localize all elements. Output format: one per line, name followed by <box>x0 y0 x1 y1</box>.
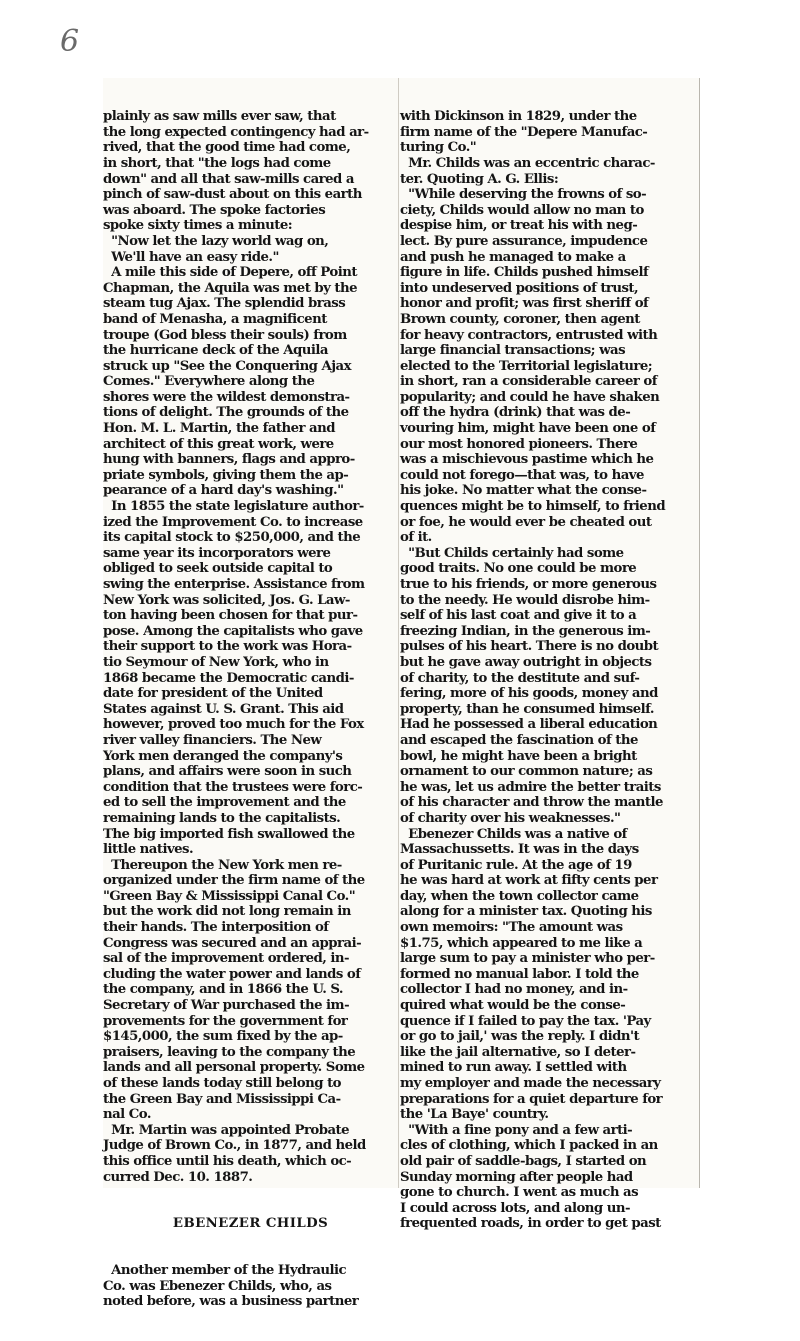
text-line: of charity over his weaknesses." <box>400 810 621 826</box>
text-line: swing the enterprise. Assistance from <box>103 577 365 592</box>
text-line: "With a fine pony and a few arti- <box>400 1122 633 1138</box>
text-line: plainly as saw mills ever saw, that <box>103 109 336 125</box>
text-line: could not forego—that was, to have <box>400 467 644 483</box>
text-line: its capital stock to $250,000, and the <box>103 530 361 546</box>
text-line: into undeserved positions of trust, <box>400 280 639 296</box>
text-line: States against U. S. Grant. This aid <box>103 701 344 717</box>
text-line: their hands. The interposition of <box>103 920 329 936</box>
text-line: but he gave away outright in objects <box>400 654 652 670</box>
text-line: he was, let us admire the better traits <box>400 779 661 795</box>
text-line: tions of delight. The grounds of the <box>103 405 349 421</box>
text-line: mined to run away. I settled with <box>400 1060 627 1076</box>
text-line: A mile this side of Depere, off Point <box>103 265 357 281</box>
text-line: good traits. No one could be more <box>400 561 637 577</box>
text-line: curred Dec. 10. 1887. <box>103 1169 253 1185</box>
text-line: pulses of his heart. There is no doubt <box>400 639 659 655</box>
text-line: popularity; and could he have shaken <box>400 389 660 405</box>
text-line: river valley financiers. The New <box>103 732 322 748</box>
text-line: 1868 became the Democratic candi- <box>103 670 354 686</box>
text-line: Co. was Ebenezer Childs, who, as <box>103 1278 332 1294</box>
text-line: Thereupon the New York men re- <box>103 857 342 873</box>
text-line: plans, and affairs were soon in such <box>103 764 352 780</box>
text-line: Ebenezer Childs was a native of <box>400 826 627 842</box>
text-line: true to his friends, or more generous <box>400 577 657 592</box>
text-line: in short, ran a considerable career of <box>400 374 657 390</box>
section-heading: EBENEZER CHILDS <box>172 1216 329 1232</box>
text-line: ciety, Childs would allow no man to <box>400 202 644 218</box>
text-line: down" and all that saw-mills cared a <box>103 171 354 187</box>
text-line: praisers, leaving to the company the <box>103 1044 356 1060</box>
text-line: Another member of the Hydraulic <box>103 1263 347 1279</box>
text-line: Congress was secured and an apprai- <box>103 935 362 951</box>
text-line: despise him, or treat his with neg- <box>400 218 638 234</box>
column-divider <box>398 78 399 1188</box>
text-line: collector I had no money, and in- <box>400 982 628 998</box>
text-line: our most honored pioneers. There <box>400 436 638 452</box>
text-line: he was hard at work at fifty cents per <box>400 873 658 889</box>
text-line: priate symbols, giving them the ap- <box>103 467 349 483</box>
text-line: Chapman, the Aquila was met by the <box>103 280 358 296</box>
text-line: $1.75, which appeared to me like a <box>400 935 643 951</box>
text-line: elected to the Territorial legislature; <box>400 358 653 374</box>
text-line: The big imported fish swallowed the <box>103 826 355 842</box>
text-line: remaining lands to the capitalists. <box>103 810 341 826</box>
text-line: date for president of the United <box>103 686 323 702</box>
text-line: with Dickinson in 1829, under the <box>400 109 637 125</box>
text-line: large financial transactions; was <box>400 343 626 359</box>
text-line: however, proved too much for the Fox <box>103 717 364 733</box>
text-line: property, than he consumed himself. <box>400 701 654 717</box>
text-line: shores were the wildest demonstra- <box>103 389 350 405</box>
text-line: troupe (God bless their souls) from <box>103 327 347 343</box>
text-line: was aboard. The spoke factories <box>103 202 326 218</box>
text-line: of these lands today still belong to <box>103 1076 341 1091</box>
text-line: lect. By pure assurance, impudence <box>400 233 648 249</box>
text-line: architect of this great work, were <box>103 436 334 452</box>
text-line: of his character and throw the mantle <box>400 795 663 811</box>
text-line: quences might be to himself, to friend <box>400 499 666 515</box>
text-line: $145,000, the sum fixed by the ap- <box>103 1029 343 1045</box>
left-column-body <box>103 109 398 1185</box>
text-line: Mr. Childs was an eccentric charac- <box>400 155 655 171</box>
text-line: provements for the government for <box>103 1013 348 1029</box>
text-line: little natives. <box>103 842 194 858</box>
text-line: self of his last coat and give it to a <box>400 608 637 624</box>
text-line: in short, that "the logs had come <box>103 155 331 171</box>
text-line: day, when the town collector came <box>400 888 639 904</box>
text-line: Mr. Martin was appointed Probate <box>103 1122 350 1138</box>
text-line: hung with banners, flags and appro- <box>103 452 355 468</box>
text-line: I could across lots, and along un- <box>400 1200 630 1216</box>
text-line: to the needy. He would disrobe him- <box>400 592 650 608</box>
text-line: formed no manual labor. I told the <box>400 966 639 982</box>
text-line: of charity, to the destitute and suf- <box>400 670 640 686</box>
text-line: cles of clothing, which I packed in an <box>400 1138 658 1154</box>
text-line: ter. Quoting A. G. Ellis: <box>400 171 559 187</box>
text-line: Brown county, coroner, then agent <box>400 311 640 327</box>
text-line: spoke sixty times a minute: <box>103 218 293 234</box>
text-line: "Green Bay & Mississippi Canal Co." <box>103 888 356 904</box>
text-line: the company, and in 1866 the U. S. <box>103 982 344 998</box>
text-line: noted before, was a business partner <box>103 1294 359 1310</box>
text-line: quence if I failed to pay the tax. 'Pay <box>400 1013 651 1029</box>
right-column-body <box>400 109 697 1232</box>
text-line: or go to jail,' was the reply. I didn't <box>400 1029 640 1045</box>
text-line: quired what would be the conse- <box>400 998 626 1014</box>
text-line: Judge of Brown Co., in 1877, and held <box>103 1138 366 1154</box>
text-line: struck up "See the Conquering Ajax <box>103 358 351 374</box>
text-line: organized under the firm name of the <box>103 873 365 889</box>
handwritten-page-number: 6 <box>60 24 80 59</box>
text-line: firm name of the "Depere Manufac- <box>400 124 648 140</box>
text-line: pose. Among the capitalists who gave <box>103 623 363 639</box>
text-line: ized the Improvement Co. to increase <box>103 514 363 530</box>
text-line: figure in life. Childs pushed himself <box>400 265 649 281</box>
text-line: along for a minister tax. Quoting his <box>400 904 652 920</box>
text-line: this office until his death, which oc- <box>103 1153 352 1169</box>
text-line: pearance of a hard day's washing." <box>103 483 344 499</box>
text-line: of Puritanic rule. At the age of 19 <box>400 857 632 873</box>
text-line: sal of the improvement ordered, in- <box>103 951 349 967</box>
text-line: Hon. M. L. Martin, the father and <box>103 421 335 437</box>
text-line: own memoirs: "The amount was <box>400 920 623 936</box>
text-line: his joke. No matter what the conse- <box>400 483 647 499</box>
text-line: old pair of saddle-bags, I started on <box>400 1153 647 1169</box>
text-line: and push he managed to make a <box>400 249 626 265</box>
text-line: was a mischievous pastime which he <box>400 452 654 468</box>
text-line: rived, that the good time had come, <box>103 140 351 156</box>
text-line: large sum to pay a minister who per- <box>400 951 655 967</box>
text-line: "But Childs certainly had some <box>400 545 624 561</box>
text-line: New York was solicited, Jos. G. Law- <box>103 592 350 608</box>
text-line: Comes." Everywhere along the <box>103 374 315 390</box>
text-line: We'll have an easy ride." <box>103 249 279 265</box>
text-line: my employer and made the necessary <box>400 1076 661 1091</box>
text-line: In 1855 the state legislature author- <box>103 499 364 515</box>
text-line: off the hydra (drink) that was de- <box>400 405 631 421</box>
text-line: steam tug Ajax. The splendid brass <box>103 296 346 312</box>
text-line: lands and all personal property. Some <box>103 1060 365 1076</box>
text-line: but the work did not long remain in <box>103 904 351 920</box>
text-line: the hurricane deck of the Aquila <box>103 343 328 359</box>
right-column <box>400 78 697 1232</box>
text-line: of it. <box>400 530 432 546</box>
text-line: same year its incorporators were <box>103 545 331 561</box>
text-line: cluding the water power and lands of <box>103 966 361 982</box>
text-line: or foe, he would ever be cheated out <box>400 514 652 530</box>
text-line: obliged to seek outside capital to <box>103 561 333 577</box>
text-line: frequented roads, in order to get past <box>400 1216 661 1232</box>
text-line: Had he possessed a liberal education <box>400 717 658 733</box>
text-line: for heavy contractors, entrusted with <box>400 327 658 343</box>
text-line: vouring him, might have been one of <box>400 421 656 437</box>
newspaper-clipping <box>103 78 700 1310</box>
text-line: the long expected contingency had ar- <box>103 124 369 140</box>
text-line: Secretary of War purchased the im- <box>103 998 350 1014</box>
text-line: the Green Bay and Mississippi Ca- <box>103 1091 341 1107</box>
text-line: gone to church. I went as much as <box>400 1185 639 1201</box>
text-line: ornament to our common nature; as <box>400 764 653 780</box>
text-line: condition that the trustees were forc- <box>103 779 363 795</box>
text-line: ed to sell the improvement and the <box>103 795 346 811</box>
text-line: fering, more of his goods, money and <box>400 686 658 702</box>
text-line: and escaped the fascination of the <box>400 732 638 748</box>
text-line: "While deserving the frowns of so- <box>400 187 647 203</box>
text-line: Massachussetts. It was in the days <box>400 842 639 858</box>
text-line: the 'La Baye' country. <box>400 1107 549 1123</box>
text-line: pinch of saw-dust about on this earth <box>103 187 362 203</box>
text-line: freezing Indian, in the generous im- <box>400 623 651 639</box>
text-line: Sunday morning after people had <box>400 1169 633 1185</box>
left-column <box>103 78 398 1310</box>
text-line: York men deranged the company's <box>103 748 343 764</box>
text-line: bowl, he might have been a bright <box>400 748 637 764</box>
text-line: band of Menasha, a magnificent <box>103 311 327 327</box>
text-line: honor and profit; was first sheriff of <box>400 296 649 312</box>
text-line: like the jail alternative, so I deter- <box>400 1044 636 1060</box>
text-line: their support to the work was Hora- <box>103 639 352 655</box>
text-line: preparations for a quiet departure for <box>400 1091 663 1107</box>
text-line: nal Co. <box>103 1107 151 1123</box>
text-line: tio Seymour of New York, who in <box>103 654 329 670</box>
text-line: "Now let the lazy world wag on, <box>103 233 329 249</box>
text-line: turing Co." <box>400 140 477 156</box>
text-line: ton having been chosen for that pur- <box>103 608 358 624</box>
left-column-after-heading <box>103 1263 398 1310</box>
